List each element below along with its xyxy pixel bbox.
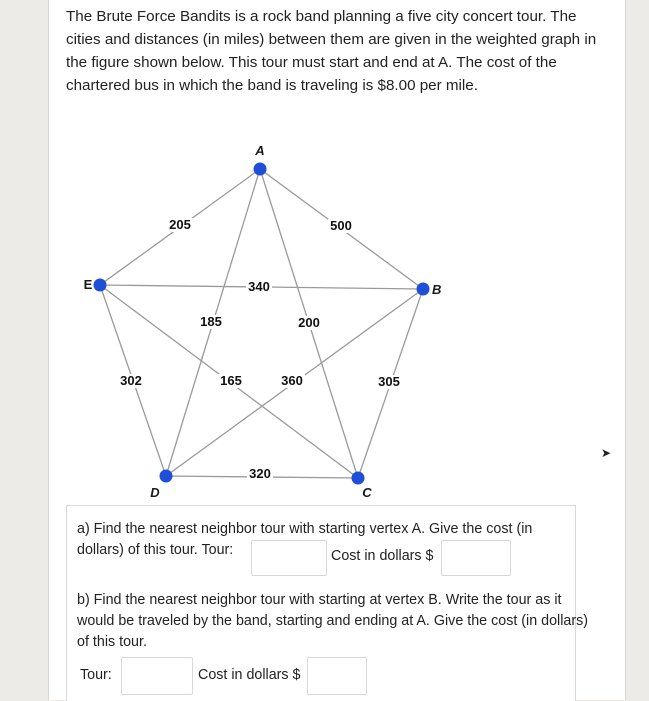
problem-intro: The Brute Force Bandits is a rock band planning a five city concert tour. The cities and distances (in miles) between them are given in the weighted graph in the figure shown below. This tour must start and end at A. The cost of the chartered bus in which the band is traveling is $8.00 per mile.	[66, 8, 597, 94]
edge-weight-a-d: 185	[200, 314, 222, 329]
edge-weight-e-c: 165	[220, 373, 242, 388]
vertex-label-b: B	[432, 282, 442, 297]
edge-weight-b-d: 200	[298, 315, 320, 330]
part-a-tour-input[interactable]	[251, 540, 327, 576]
vertex-b	[417, 283, 430, 296]
edge-weight-a-c: 360	[281, 373, 303, 388]
edge-weight-b-c: 305	[378, 374, 400, 389]
part-b-tour-label: Tour:	[80, 667, 112, 683]
vertex-label-d: D	[150, 485, 160, 500]
vertex-e	[94, 279, 107, 292]
part-b-question: b) Find the nearest neighbor tour with starting at vertex B. Write the tour as it would be traveled by the band, starting and ending at A. Give the cost (in dollars) of this tour.	[77, 592, 589, 650]
part-b-cost-input[interactable]	[307, 657, 367, 695]
part-a-cost-input[interactable]	[441, 540, 511, 576]
vertex-a	[254, 163, 267, 176]
part-a-cost-label: Cost in dollars $	[331, 548, 434, 564]
cursor-arrow-icon: ➤	[601, 446, 612, 460]
vertex-c	[352, 472, 365, 485]
edge-weight-a-b: 500	[330, 218, 352, 233]
vertex-label-a: A	[255, 143, 265, 158]
vertex-label-c: C	[362, 485, 372, 500]
part-a-text: a) Find the nearest neighbor tour with starting vertex A. Give the cost (in dollars) of this tour. Tour:	[77, 521, 533, 558]
vertex-d	[160, 470, 173, 483]
part-b-cost-label: Cost in dollars $	[198, 667, 301, 683]
vertex-label-e: E	[83, 277, 93, 292]
part-b-tour-input[interactable]	[121, 657, 193, 695]
edge-weight-e-b: 340	[248, 279, 270, 294]
edge-weight-a-e: 205	[169, 217, 191, 232]
edge-weight-e-d: 302	[120, 373, 142, 388]
edge-weight-d-c: 320	[249, 466, 271, 481]
